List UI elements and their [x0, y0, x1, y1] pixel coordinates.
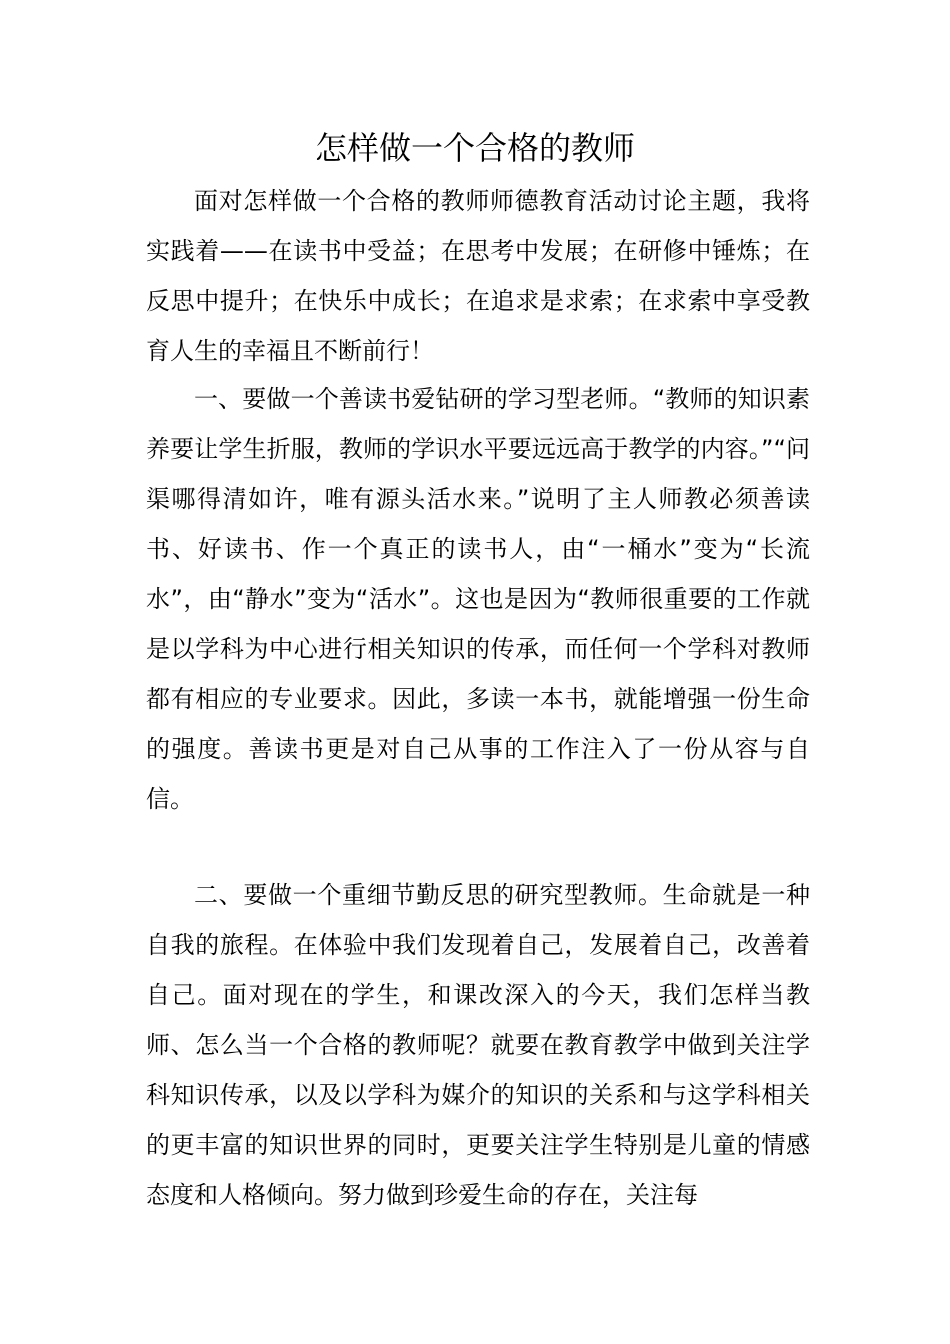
paragraph-section-one: 一、要做一个善读书爱钻研的学习型老师。“教师的知识素养要让学生折服，教师的学识水平要远远高于教学的内容。”“问渠哪得清如许，唯有源头活水来。”说明了主人师教必须善读书、好读书、作一个真正的读书人，由“一桶水”变为“长流水”，由“静水”变为“活水”。这也是因为“教师很重要的工作就是以学科为中心进行相关知识的传承，而任何一个学科对教师都有相应的专业要求。因此，多读一本书，就能增强一份生命的强度。善读书更是对自己从事的工作注入了一份从容与自信。 [146, 385, 810, 813]
document-title: 怎样做一个合格的教师 [314, 129, 635, 167]
paragraph-intro: 面对怎样做一个合格的教师师德教育活动讨论主题，我将实践着——在读书中受益；在思考中发展；在研修中锤炼；在反思中提升；在快乐中成长；在追求是求索；在求索中享受教育人生的幸福且不断前行！ [146, 187, 810, 365]
paragraph-section-two: 二、要做一个重细节勤反思的研究型教师。生命就是一种自我的旅程。在体验中我们发现着自己，发展着自己，改善着自己。面对现在的学生，和课改深入的今天，我们怎样当教师、怎么当一个合格的教师呢？就要在教育教学中做到关注学科知识传承，以及以学科为媒介的知识的关系和与这学科相关的更丰富的知识世界的同时，更要关注学生特别是儿童的情感态度和人格倾向。努力做到珍爱生命的存在，关注每 [146, 881, 810, 1209]
